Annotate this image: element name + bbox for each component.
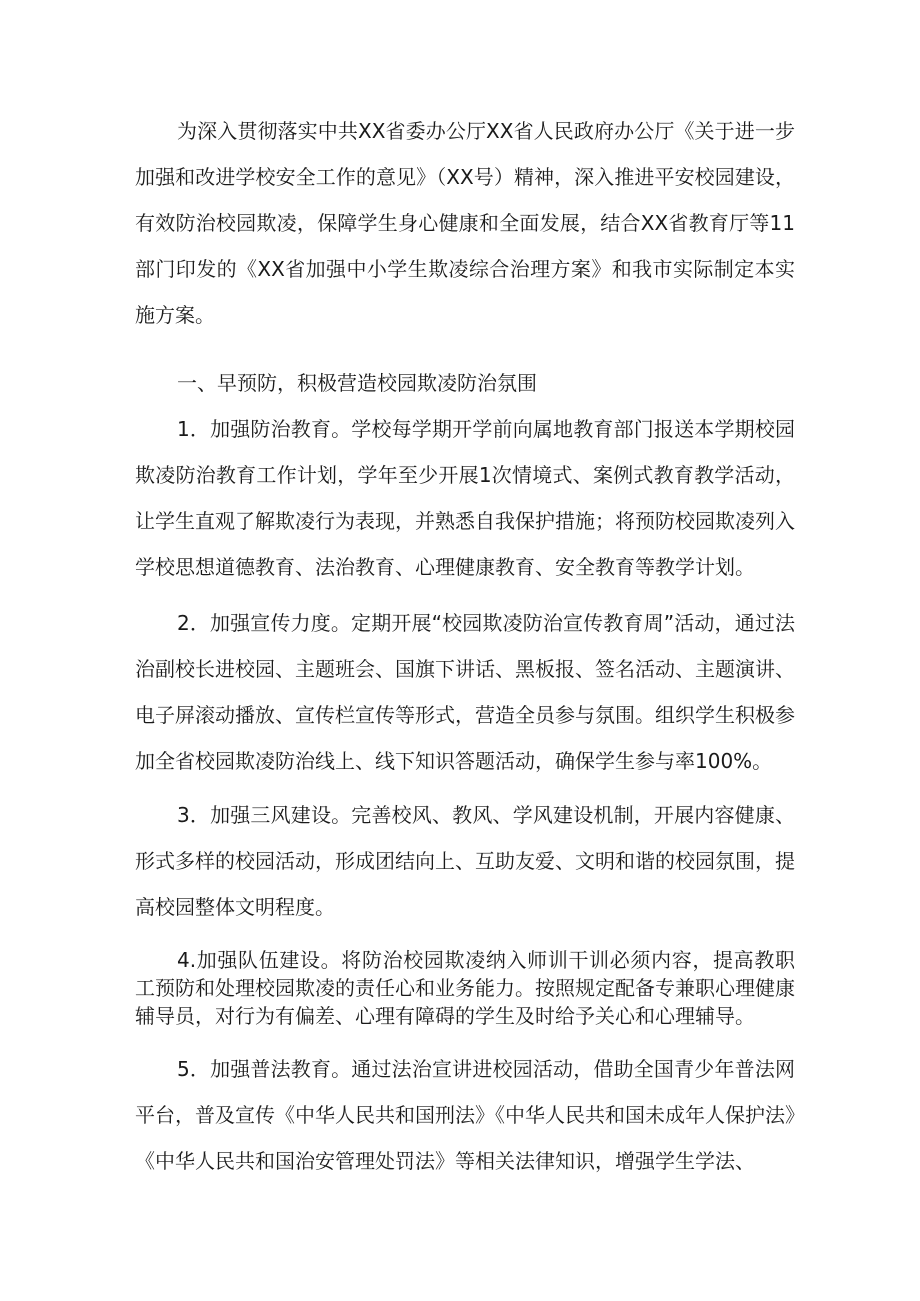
intro-paragraph: 为深入贯彻落实中共XX省委办公厅XX省人民政府办公厅《关于进一步加强和改进学校安全工作的意见》（XX号）精神，深入推进平安校园建设，有效防治校园欺凌，保障学生身心健康和全面发展，结合XX省教育厅等11部门印发的《XX省加强中小学生欺凌综合治理方案》和我市实际制定本实施方案。	[135, 119, 795, 327]
item-paragraph-4: 4.加强队伍建设。将防治校园欺凌纳入师训干训必须内容，提高教职工预防和处理校园欺凌的责任心和业务能力。按照规定配备专兼职心理健康辅导员，对行为有偏差、心理有障碍的学生及时给予关心和心理辅导。	[135, 948, 795, 1028]
item-paragraph-3: 3．加强三风建设。完善校风、教风、学风建设机制，开展内容健康、形式多样的校园活动，形成团结向上、互助友爱、文明和谐的校园氛围，提高校园整体文明程度。	[135, 803, 795, 919]
item-paragraph-1: 1．加强防治教育。学校每学期开学前向属地教育部门报送本学期校园欺凌防治教育工作计划，学年至少开展1次情境式、案例式教育教学活动，让学生直观了解欺凌行为表现，并熟悉自我保护措施；将预防校园欺凌列入学校思想道德教育、法治教育、心理健康教育、安全教育等教学计划。	[135, 417, 795, 579]
item-paragraph-5: 5．加强普法教育。通过法治宣讲进校园活动，借助全国青少年普法网平台，普及宣传《中华人民共和国刑法》《中华人民共和国未成年人保护法》《中华人民共和国治安管理处罚法》等相关法律知识，增强学生学法、	[135, 1057, 795, 1173]
section-heading: 一、早预防，积极营造校园欺凌防治氛围	[177, 371, 537, 395]
item-paragraph-2: 2．加强宣传力度。定期开展“校园欺凌防治宣传教育周”活动，通过法治副校长进校园、主题班会、国旗下讲话、黑板报、签名活动、主题演讲、电子屏滚动播放、宣传栏宣传等形式，营造全员参与氛围。组织学生积极参加全省校园欺凌防治线上、线下知识答题活动，确保学生参与率100%。	[135, 611, 795, 773]
